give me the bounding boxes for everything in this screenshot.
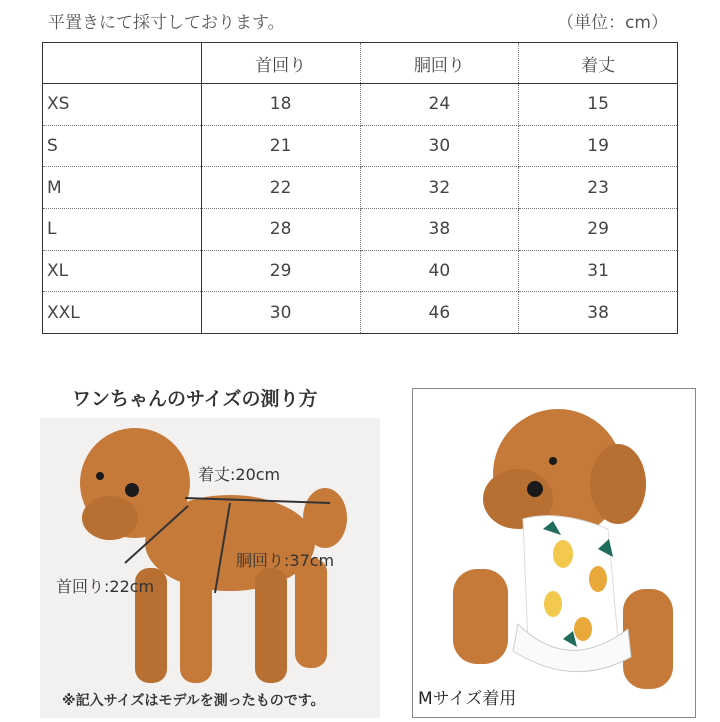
model-dog-nose [527,481,543,497]
table-cell: 29 [201,250,360,292]
table-cell: 29 [519,208,678,250]
table-cell: 30 [360,125,519,167]
pineapple-motif [553,540,573,568]
model-dog-leg [623,589,673,689]
model-photo [412,388,696,718]
measurement-guide-title: ワンちゃんのサイズの測り方 [72,388,318,410]
table-row [43,167,678,209]
table-cell: 38 [519,292,678,334]
size-label: S [43,125,202,167]
pineapple-motif [574,617,592,641]
dog-eye-shape [96,472,104,480]
length-measure-label: 着丈:20cm [198,465,281,484]
table-cell: 23 [519,167,678,209]
table-row [43,250,678,292]
table-cell: 15 [519,84,678,126]
pineapple-motif [589,566,607,592]
table-corner [43,43,202,84]
size-label: M [43,167,202,209]
table-cell: 30 [201,292,360,334]
size-label: XXL [43,292,202,334]
table-cell: 31 [519,250,678,292]
table-cell: 18 [201,84,360,126]
measurement-note: 平置きにて採寸しております。 [48,13,285,33]
model-dog-eye [549,457,557,465]
table-cell: 28 [201,208,360,250]
size-table [42,42,678,334]
size-label: L [43,208,202,250]
table-cell: 32 [360,167,519,209]
dog-wearing-dress-illustration [413,389,695,717]
dog-tail-shape [303,488,347,548]
neck-measure-label: 首回り:22cm [56,577,155,596]
model-size-caption: Mサイズ着用 [418,689,517,709]
table-cell: 19 [519,125,678,167]
size-label: XL [43,250,202,292]
table-cell: 46 [360,292,519,334]
model-dog-leg [453,569,508,664]
disclaimer-note: ※記入サイズはモデルを測ったものです。 [62,693,325,709]
table-cell: 38 [360,208,519,250]
table-cell: 22 [201,167,360,209]
dog-leg-shape [180,568,212,683]
table-cell: 24 [360,84,519,126]
model-dog-ear [590,444,646,524]
chest-measure-label: 胴回り:37cm [236,551,335,570]
pineapple-motif [544,591,562,617]
table-row [43,84,678,126]
unit-label: （単位：cm） [557,13,668,33]
table-header-row [43,43,678,84]
dog-leg-shape [295,558,327,668]
col-neck: 首回り [201,43,360,84]
dog-leg-shape [255,568,287,683]
table-cell: 21 [201,125,360,167]
col-chest: 胴回り [360,43,519,84]
size-label: XS [43,84,202,126]
table-row [43,208,678,250]
dog-nose-shape [125,483,139,497]
table-row [43,125,678,167]
col-length: 着丈 [519,43,678,84]
table-cell: 40 [360,250,519,292]
table-row [43,292,678,334]
dog-muzzle-shape [82,496,138,540]
